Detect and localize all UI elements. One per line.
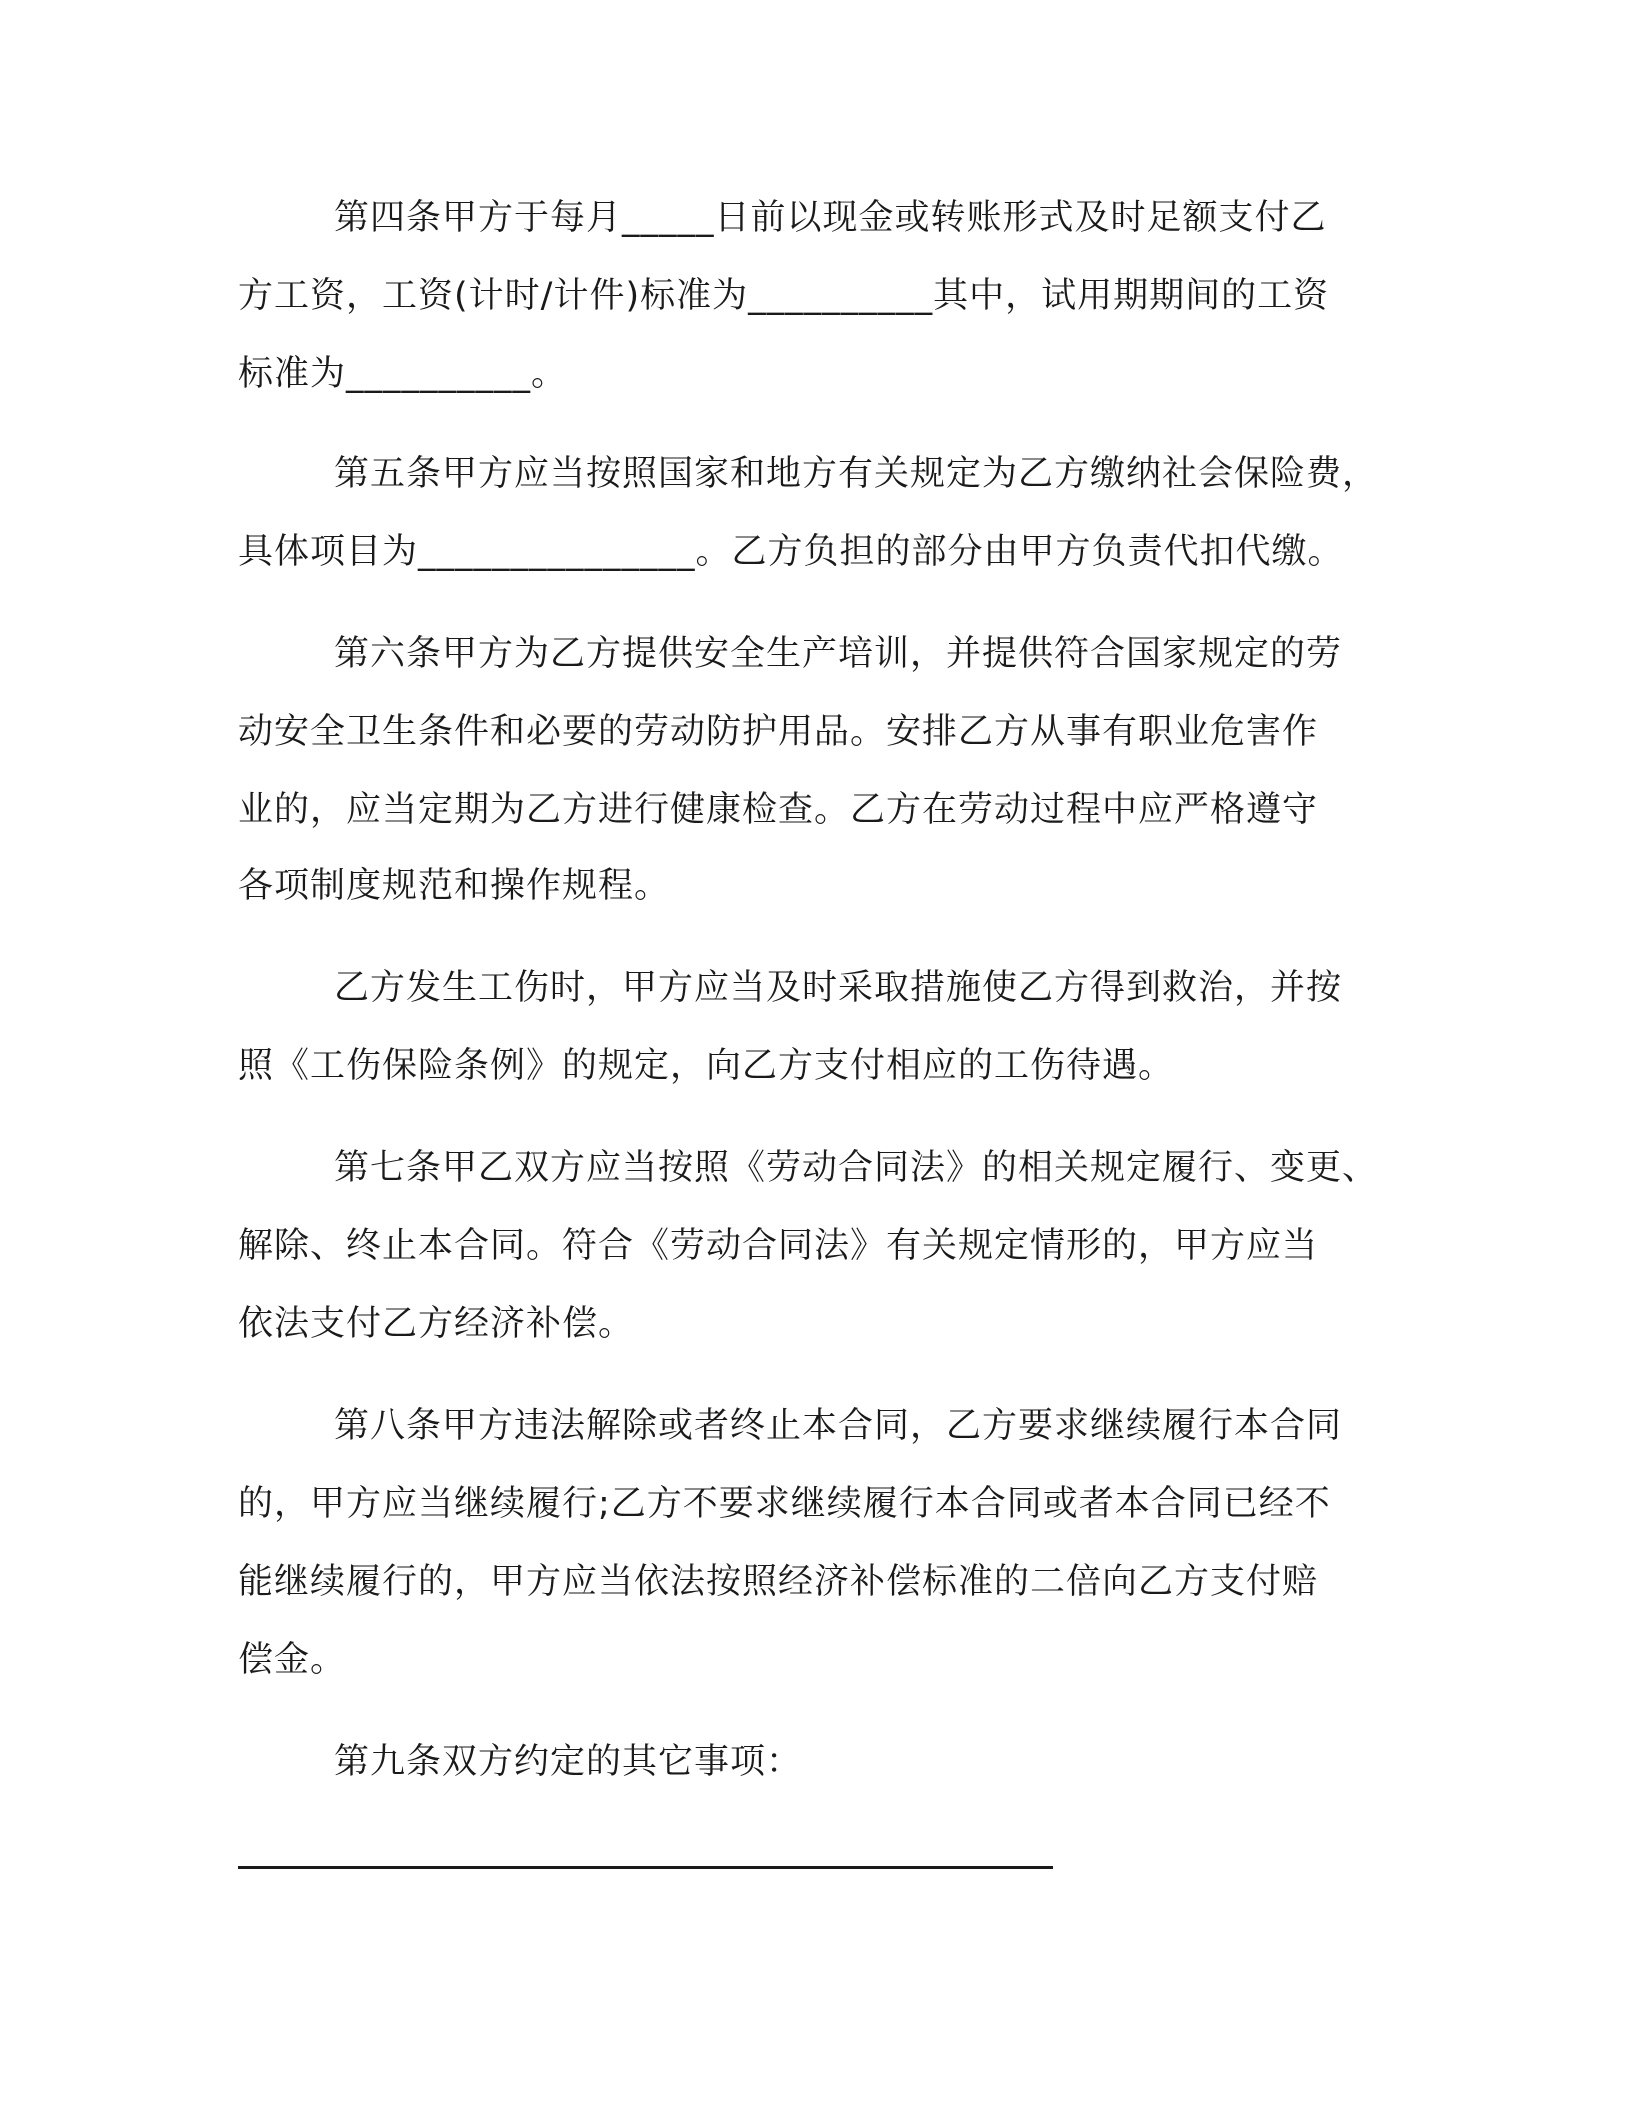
article-7-line-2: 解除、终止本合同。符合《劳动合同法》有关规定情形的，甲方应当 (238, 1226, 1319, 1266)
article-6-line-2: 动安全卫生条件和必要的劳动防护用品。安排乙方从事有职业危害作 (238, 712, 1319, 752)
article-8-line-4: 偿金。 (238, 1640, 347, 1680)
article-6-line-1: 第六条甲方为乙方提供安全生产培训，并提供符合国家规定的劳 (334, 634, 1343, 674)
article-6-line-3: 业的，应当定期为乙方进行健康检查。乙方在劳动过程中应严格遵守 (238, 790, 1319, 830)
fill-in-blank-line (238, 1866, 1053, 1869)
article-8-line-3: 能继续履行的，甲方应当依法按照经济补偿标准的二倍向乙方支付赔 (238, 1562, 1319, 1602)
article-4-line-2: 方工资，工资(计时/计件)标准为__________其中，试用期期间的工资 (238, 276, 1330, 316)
article-8-line-1: 第八条甲方违法解除或者终止本合同，乙方要求继续履行本合同 (334, 1406, 1343, 1446)
injury-paragraph-line-2: 照《工伤保险条例》的规定，向乙方支付相应的工伤待遇。 (238, 1046, 1175, 1086)
article-4-line-3: 标准为__________。 (238, 354, 568, 394)
article-6-line-4: 各项制度规范和操作规程。 (238, 866, 671, 906)
article-5-line-1: 第五条甲方应当按照国家和地方有关规定为乙方缴纳社会保险费， (334, 454, 1379, 494)
injury-paragraph-line-1: 乙方发生工伤时，甲方应当及时采取措施使乙方得到救治，并按 (334, 968, 1343, 1008)
article-4-line-1: 第四条甲方于每月_____日前以现金或转账形式及时足额支付乙 (334, 198, 1327, 238)
article-7-line-1: 第七条甲乙双方应当按照《劳动合同法》的相关规定履行、变更、 (334, 1148, 1379, 1188)
article-5-line-2: 具体项目为_______________。乙方负担的部分由甲方负责代扣代缴。 (238, 532, 1344, 572)
article-7-line-3: 依法支付乙方经济补偿。 (238, 1304, 635, 1344)
article-9-line-1: 第九条双方约定的其它事项： (334, 1742, 803, 1782)
article-8-line-2: 的，甲方应当继续履行;乙方不要求继续履行本合同或者本合同已经不 (238, 1484, 1331, 1524)
